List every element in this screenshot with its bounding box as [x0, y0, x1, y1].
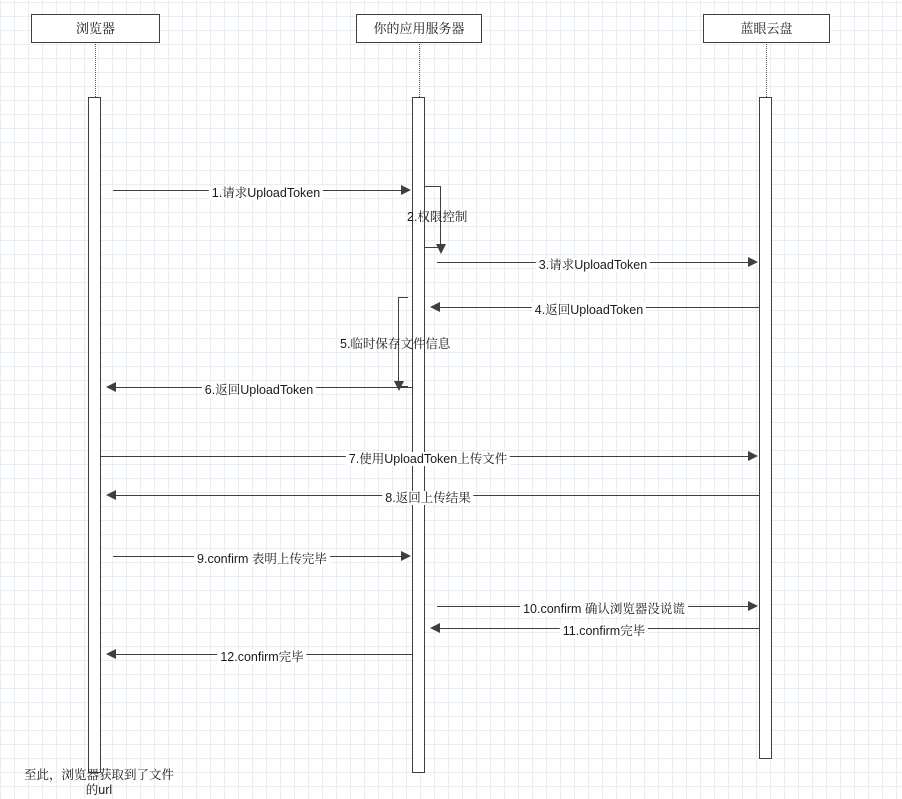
message-label-2: 2.权限控制: [407, 210, 468, 224]
message-arrow-10: [748, 601, 758, 611]
message-label-3: 3.请求UploadToken: [536, 258, 650, 272]
message-arrow-4: [430, 302, 440, 312]
footer-note-line-1: 至此，浏览器获取到了文件: [23, 768, 174, 782]
message-arrow-7: [748, 451, 758, 461]
message-arrow-11: [430, 623, 440, 633]
message-arrow-12: [106, 649, 116, 659]
message-label-9: 9.confirm 表明上传完毕: [194, 552, 330, 566]
message-label-7: 7.使用UploadToken上传文件: [346, 452, 510, 466]
message-arrow-5: [394, 381, 404, 391]
message-arrow-2: [436, 244, 446, 254]
actor-box-browser: [31, 14, 160, 43]
message-label-6: 6.返回UploadToken: [202, 383, 316, 397]
message-label-12: 12.confirm完毕: [217, 650, 306, 664]
actor-label-browser: 浏览器: [75, 21, 115, 36]
message-label-8: 8.返回上传结果: [382, 491, 473, 505]
message-label-1: 1.请求UploadToken: [209, 186, 323, 200]
message-arrow-9: [401, 551, 411, 561]
activation-bar-browser: [88, 97, 101, 773]
message-label-11: 11.confirm完毕: [560, 624, 648, 638]
lifeline-appserver: [419, 44, 420, 97]
activation-bar-cloud: [759, 97, 772, 759]
lifeline-browser: [95, 44, 96, 97]
actor-label-appserver: 你的应用服务器: [373, 21, 465, 36]
actor-box-cloud: [703, 14, 830, 43]
actor-label-cloud: 蓝眼云盘: [740, 21, 793, 36]
message-arrow-8: [106, 490, 116, 500]
message-label-5: 5.临时保存文件信息: [340, 337, 451, 351]
message-arrow-6: [106, 382, 116, 392]
message-label-10: 10.confirm 确认浏览器没说谎: [520, 602, 688, 616]
activation-bar-appserver: [412, 97, 425, 773]
footer-note-line-2: 的url: [85, 783, 113, 797]
message-arrow-3: [748, 257, 758, 267]
actor-box-appserver: [356, 14, 482, 43]
lifeline-cloud: [766, 44, 767, 97]
footer-note: [14, 768, 184, 798]
message-arrow-1: [401, 185, 411, 195]
message-label-4: 4.返回UploadToken: [532, 303, 646, 317]
